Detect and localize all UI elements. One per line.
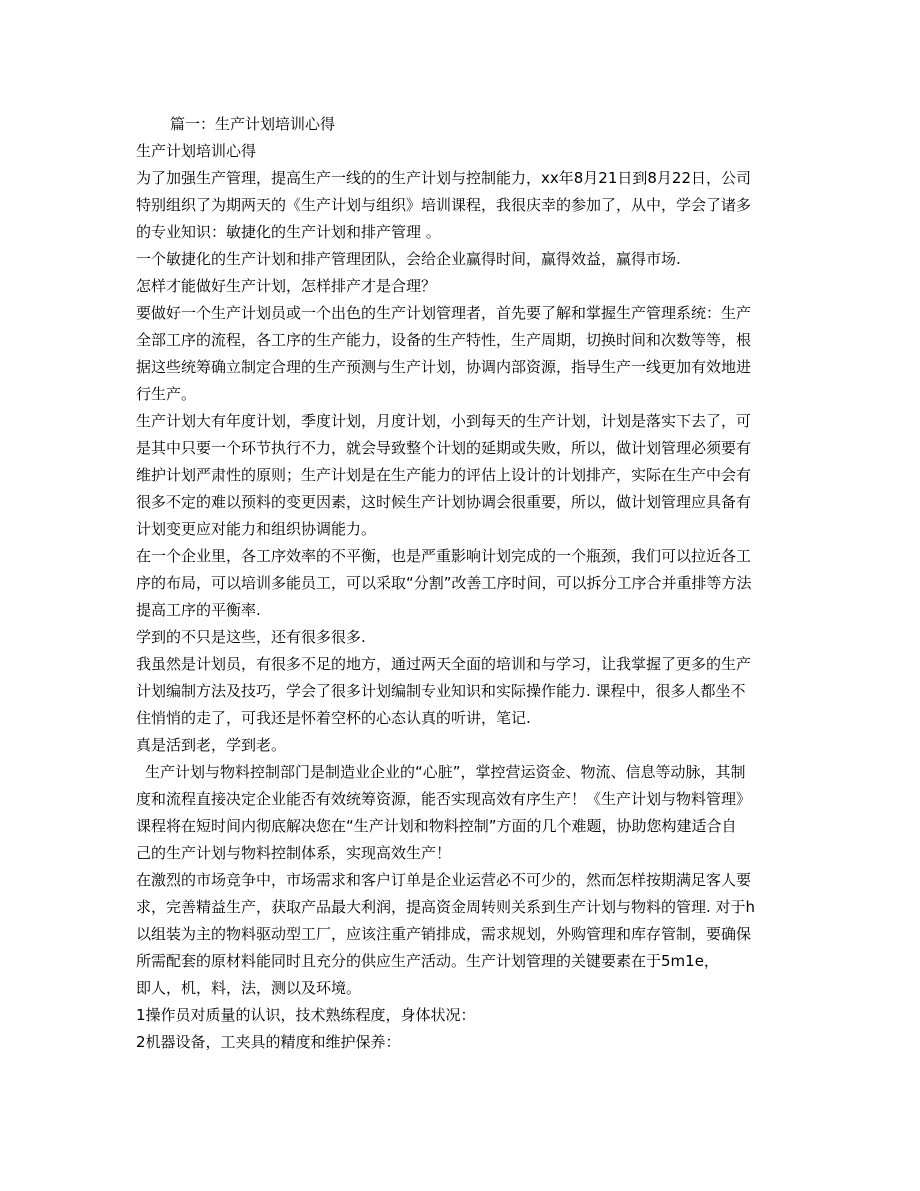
- text-line: 序的布局，可以培训多能员工，可以采取“分割”改善工序时间，可以拆分工序合并重排等方法: [136, 574, 752, 592]
- text-line: 生产计划大有年度计划，季度计划，月度计划，小到每天的生产计划，计划是落实下去了，可: [136, 412, 752, 430]
- text-line: 计划编制方法及技巧，学会了很多计划编制专业知识和实际操作能力. 课程中，很多人都坐不: [136, 682, 746, 700]
- text-line: 生产计划与物料控制部门是制造业企业的“心脏”，掌控营运资金、物流、信息等动脉，其制: [145, 763, 746, 781]
- text-line: 1操作员对质量的认识，技术熟练程度，身体状况：: [136, 1006, 476, 1024]
- document-subtitle: 生产计划培训心得: [136, 142, 257, 160]
- text-line: 计划变更应对能力和组织协调能力。: [136, 520, 377, 538]
- text-line: 所需配套的原材料能同时且充分的供应生产活动。生产计划管理的关键要素在于5m1e，: [136, 952, 719, 970]
- text-line: 据这些统筹确立制定合理的生产预测与生产计划，协调内部资源，指导生产一线更加有效地进: [136, 358, 752, 376]
- document-heading: 篇一：生产计划培训心得: [170, 115, 336, 133]
- text-line: 我虽然是计划员，有很多不足的地方，通过两天全面的培训和与学习，让我掌握了更多的生产: [136, 655, 752, 673]
- text-line: 真是活到老，学到老。: [136, 736, 287, 754]
- text-line: 住悄悄的走了，可我还是怀着空杯的心态认真的听讲，笔记.: [136, 709, 531, 727]
- text-line: 2机器设备，工夹具的精度和维护保养：: [136, 1033, 401, 1051]
- text-line: 求，完善精益生产，获取产品最大利润，提高资金周转则关系到生产计划与物料的管理. 对于h: [136, 898, 756, 916]
- text-line: 己的生产计划与物料控制体系，实现高效生产！: [136, 844, 452, 862]
- text-line: 提高工序的平衡率.: [136, 601, 261, 619]
- text-line: 维护计划严肃性的原则；生产计划是在生产能力的评估上设计的计划排产，实际在生产中会有: [136, 466, 752, 484]
- text-line: 度和流程直接决定企业能否有效统筹资源，能否实现高效有序生产！《生产计划与物料管理》: [136, 790, 752, 808]
- text-line: 是其中只要一个环节执行不力，就会导致整个计划的延期或失败，所以，做计划管理必须要有: [136, 439, 752, 457]
- text-line: 学到的不只是这些，还有很多很多.: [136, 628, 366, 646]
- text-line: 特别组织了为期两天的《生产计划与组织》培训课程，我很庆幸的参加了，从中，学会了诸多: [136, 196, 752, 214]
- text-line: 的专业知识：敏捷化的生产计划和排产管理 。: [136, 223, 441, 241]
- text-line: 要做好一个生产计划员或一个出色的生产计划管理者，首先要了解和掌握生产管理系统：生产: [136, 304, 752, 322]
- text-line: 在一个企业里，各工序效率的不平衡，也是严重影响计划完成的一个瓶颈，我们可以拉近各工: [136, 547, 752, 565]
- text-line: 以组装为主的物料驱动型工厂，应该注重产销排成，需求规划，外购管理和库存管制，要确保: [136, 925, 752, 943]
- text-line: 为了加强生产管理，提高生产一线的的生产计划与控制能力，xx年8月21日到8月22日，公司: [136, 169, 752, 187]
- text-line: 在激烈的市场竞争中，市场需求和客户订单是企业运营必不可少的，然而怎样按期满足客人要: [136, 871, 752, 889]
- text-line: 行生产。: [136, 385, 197, 403]
- text-line: 课程将在短时间内彻底解决您在“生产计划和物料控制”方面的几个难题，协助您构建适合自: [136, 817, 737, 835]
- text-line: 很多不定的难以预料的变更因素，这时候生产计划协调会很重要，所以，做计划管理应具备有: [136, 493, 752, 511]
- text-line: 一个敏捷化的生产计划和排产管理团队，会给企业赢得时间，赢得效益，赢得市场.: [136, 250, 681, 268]
- text-line: 怎样才能做好生产计划，怎样排产才是合理？: [136, 277, 437, 295]
- text-line: 全部工序的流程，各工序的生产能力，设备的生产特性，生产周期，切换时间和次数等等，根: [136, 331, 752, 349]
- text-line: 即人，机，料，法，测以及环境。: [136, 979, 362, 997]
